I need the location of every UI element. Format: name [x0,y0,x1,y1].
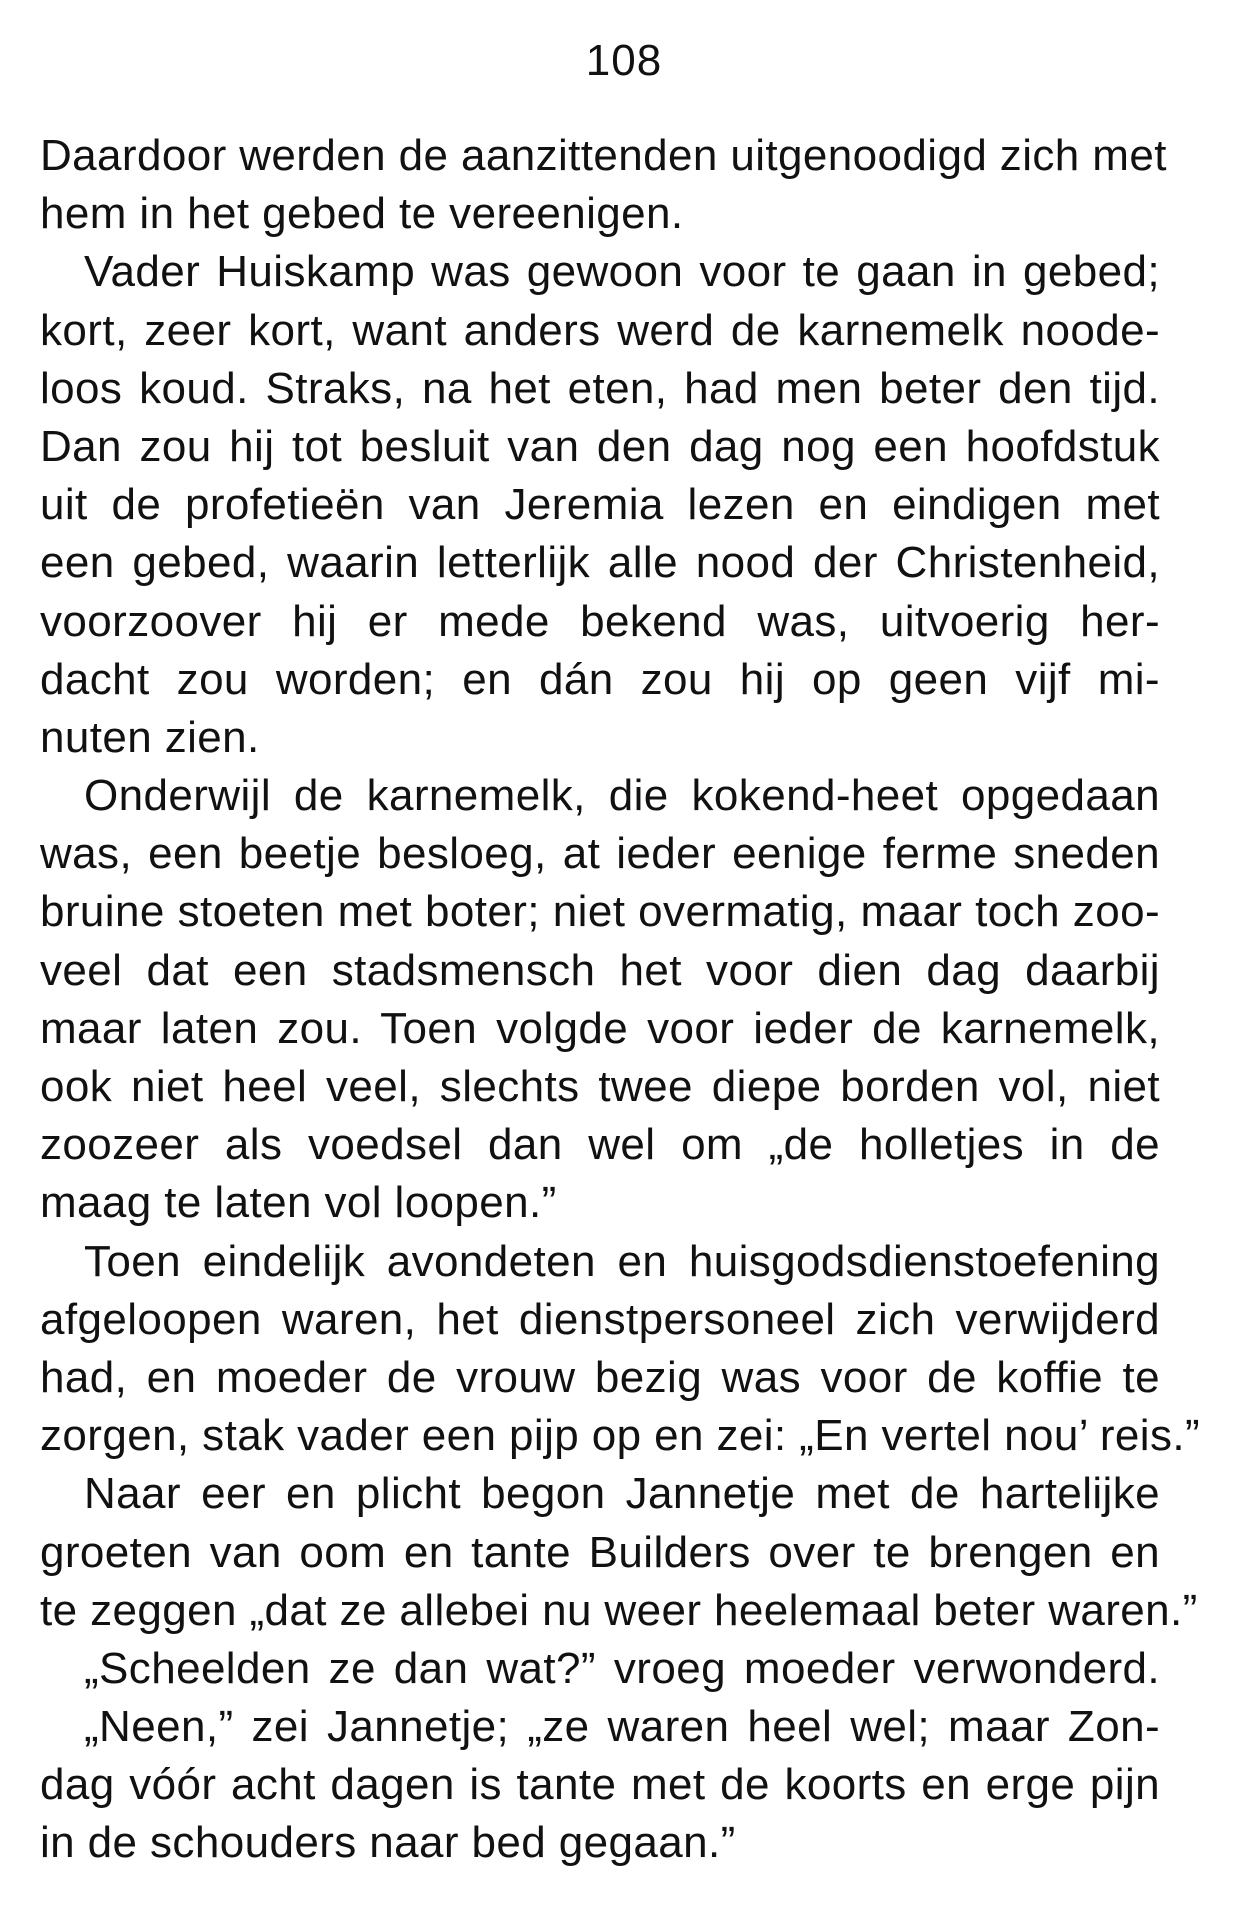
text-line: bruine stoeten met boter; niet overmatig, maar toch zoo- [40,887,1160,937]
text-line: uit de profetieën van Jeremia lezen en eindigen met [40,480,1160,530]
paragraph-start-line: „Scheelden ze dan wat?” vroeg moeder verwonderd. [84,1643,1160,1693]
text-line: veel dat een stadsmensch het voor dien dag daarbij [40,945,1160,995]
paragraph-start-line: „Neen,” zei Jannetje; „ze waren heel wel; maar Zon- [84,1702,1160,1752]
paragraph-start-line: Vader Huiskamp was gewoon voor te gaan in gebed; [84,247,1160,297]
text-line: maag te laten vol loopen.” [40,1178,557,1228]
text-line: een gebed, waarin letterlijk alle nood der Christenheid, [40,538,1160,588]
text-line: kort, zeer kort, want anders werd de karnemelk noode- [40,305,1160,355]
text-line: hem in het gebed te vereenigen. [40,189,684,239]
paragraph-start-line: Naar eer en plicht begon Jannetje met de hartelijke [84,1469,1160,1519]
text-line: Daardoor werden de aanzittenden uitgenoodigd zich met [40,131,1167,180]
text-line: zorgen, stak vader een pijp op en zei: „En vertel nou’ reis.” [40,1411,1201,1461]
text-line: groeten van oom en tante Builders over te brengen en [40,1527,1160,1577]
text-line: zoozeer als voedsel dan wel om „de holletjes in de [40,1120,1160,1170]
text-line: Dan zou hij tot besluit van den dag nog een hoofdstuk [40,421,1160,471]
text-line: afgeloopen waren, het dienstpersoneel zich verwijderd [40,1294,1160,1344]
text-line: dag vóór acht dagen is tante met de koorts en erge pijn [40,1760,1160,1810]
text-line: in de schouders naar bed gegaan.” [40,1818,736,1868]
text-line: maar laten zou. Toen volgde voor ieder de karnemelk, [40,1003,1160,1053]
text-line: had, en moeder de vrouw bezig was voor de koffie te [40,1352,1160,1402]
text-line: voorzoover hij er mede bekend was, uitvoerig her- [40,596,1160,646]
text-line: nuten zien. [40,712,260,762]
body-text [40,127,1201,1873]
text-line: ook niet heel veel, slechts twee diepe borden vol, niet [40,1062,1160,1111]
text-line: loos koud. Straks, na het eten, had men beter den tijd. [40,363,1160,413]
paragraph-start-line: Onderwijl de karnemelk, die kokend-heet opgedaan [84,771,1160,821]
paragraph-start-line: Toen eindelijk avondeten en huisgodsdienstoefening [84,1236,1160,1286]
text-line: te zeggen „dat ze allebei nu weer heelemaal beter waren.” [40,1585,1198,1635]
page-number: 108 [585,36,663,85]
text-line: was, een beetje besloeg, at ieder eenige ferme sneden [40,829,1160,879]
text-line: dacht zou worden; en dán zou hij op geen vijf mi- [40,654,1160,704]
